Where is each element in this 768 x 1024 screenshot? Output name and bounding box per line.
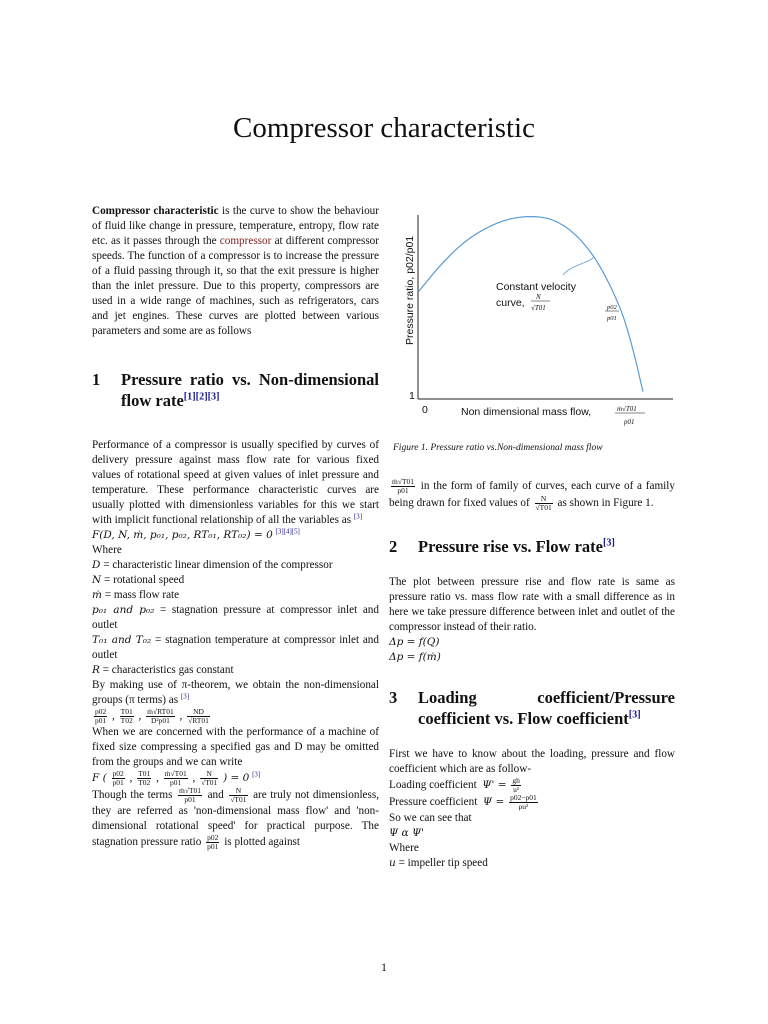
intro-bold: Compressor characteristic bbox=[92, 205, 219, 217]
section-2-heading bbox=[389, 536, 675, 557]
equation-text: Δp = f(ṁ) bbox=[389, 651, 441, 663]
groups-paragraph: When we are concerned with the performance of a machine of fixed size compressing a specified gas and D may be omitted from the groups and we can write bbox=[92, 726, 379, 768]
label-text: Loading coefficient bbox=[389, 779, 477, 792]
section-number: 3 bbox=[389, 688, 398, 707]
equation-text: Ψ α Ψ' bbox=[389, 827, 425, 839]
paragraph-text: in the form of family of curves, each curve of a family being drawn for fixed values of bbox=[389, 480, 675, 510]
paragraph-text: and bbox=[207, 789, 224, 802]
section-3-heading bbox=[389, 687, 675, 729]
symbol: p₀₁ and p₀₂ bbox=[92, 604, 155, 616]
definition-text: = impeller tip speed bbox=[395, 857, 488, 869]
annotation-frac-num: N bbox=[536, 293, 541, 301]
annotation-frac-den: √T01 bbox=[531, 304, 546, 312]
definition-item bbox=[92, 663, 379, 678]
right-intro-paragraph: $\frac{\text{ṁ√T01}}{p01}$ in the form of family of curves, each curve of a family being drawn for fixed values of $\frac{N}{√T01}$ as shown in Figure 1. bbox=[389, 477, 675, 512]
symbol: N bbox=[92, 574, 102, 586]
where-label: Where bbox=[92, 544, 122, 556]
symbol: T₀₁ and T₀₂ bbox=[92, 634, 152, 646]
where-label: Where bbox=[389, 842, 419, 854]
pi-groups: $\frac{p02}{p01}$ , $\frac{T01}{T02}$ , $\frac{\text{ṁ√RT01}}{\text{D²p01}}$ , $\frac{ND}{√RT01}$ bbox=[95, 707, 209, 725]
pi-theorem-paragraph bbox=[92, 678, 379, 708]
citation-link[interactable]: [3] bbox=[180, 692, 190, 701]
paragraph-text: as shown in Figure 1. bbox=[557, 497, 654, 510]
definition-text: = characteristic linear dimension of the compressor bbox=[100, 559, 333, 571]
section-title: Loading coefficient/Pressure coefficient vs. Flow coefficient bbox=[418, 688, 675, 728]
frac-num: p02−p01 bbox=[510, 793, 537, 802]
definition-item bbox=[92, 633, 379, 663]
annotation-leader bbox=[563, 257, 594, 275]
page-title: Compressor characteristic bbox=[233, 112, 535, 144]
ratio-frac-den: p01 bbox=[607, 315, 617, 322]
compressor-link[interactable]: compressor bbox=[219, 235, 272, 247]
symbol: ṁ bbox=[92, 589, 102, 601]
citation-link[interactable]: [1][2][3] bbox=[183, 391, 220, 403]
citation-link[interactable]: [3] bbox=[252, 770, 261, 779]
citation-link[interactable]: [3] bbox=[602, 537, 615, 549]
section-1-heading bbox=[92, 369, 379, 411]
though-paragraph: Though the terms $\frac{\text{ṁ√T01}}{p01}$ and $\frac{N}{√T01}$ are truly not dimensionless, they are referred as 'non-dimensional mass flow' and 'non-dimensional rotational speed' for practical purpose. The stagnation pressure ratio $\frac{p02}{p01}$ is plotted against bbox=[92, 786, 380, 851]
pressure-coefficient bbox=[389, 794, 675, 811]
definition-text: = rotational speed bbox=[101, 574, 185, 586]
intro-text-2: at different compressor speeds. The function of a compressor is to increase the pressure of a fluid passing through it, so that the exit pressure is higher than the inlet pressure. Due to this property, compressors are used in a wide range of machines, such as refrigerators, cars and jet engines. These curves are plotted between various parameters and some are as follows bbox=[92, 235, 379, 337]
definition-text: = stagnation temperature at compressor inlet and outlet bbox=[92, 634, 379, 661]
left-column bbox=[92, 204, 379, 851]
section-number: 1 bbox=[92, 370, 101, 389]
section-2-paragraph: The plot between pressure rise and flow rate is same as pressure ratio vs. mass flow rate with a small difference as in here we take pressure difference between inlet and outlet of the compressor instead of their ratio. bbox=[389, 576, 675, 633]
equation-1 bbox=[92, 528, 379, 543]
citation-link[interactable]: [3][4][5] bbox=[275, 527, 300, 536]
so-text: So we can see that bbox=[389, 812, 472, 824]
label-text: Pressure coefficient bbox=[389, 796, 478, 809]
symbol: R bbox=[92, 664, 100, 676]
equation-pressure-rise-q bbox=[389, 635, 675, 650]
section-number: 2 bbox=[389, 537, 398, 556]
equation-text: Ψ' = bbox=[482, 779, 507, 792]
figure-caption: Figure 1. Pressure ratio vs.Non-dimensional mass flow bbox=[393, 443, 603, 453]
definition-text: = characteristics gas constant bbox=[99, 664, 234, 676]
annotation-line-1: Constant velocity bbox=[496, 281, 576, 293]
definition-list bbox=[92, 558, 379, 678]
equation-text: Δp = f(Q) bbox=[389, 636, 440, 648]
definition-item bbox=[92, 603, 379, 633]
right-column bbox=[389, 478, 675, 871]
equation-pressure-rise-m bbox=[389, 650, 675, 665]
y-origin-tick: 1 bbox=[409, 390, 415, 402]
page-number: 1 bbox=[381, 960, 387, 974]
definition-item bbox=[389, 856, 675, 871]
definition-item bbox=[92, 558, 379, 573]
frac-num: gh bbox=[512, 776, 520, 785]
x-label-frac-num: ṁ√T01 bbox=[617, 405, 637, 413]
definition-item bbox=[92, 573, 379, 588]
paragraph-text: By making use of π-theorem, we obtain the non-dimensional groups (π terms) as bbox=[92, 679, 379, 706]
definition-item bbox=[92, 588, 379, 603]
paragraph-text: Performance of a compressor is usually specified by curves of delivery pressure against mass flow rate for various fixed values of rotational speed at given values of inlet pressure and temperature. These performance characteristic curves are usually plotted with dimensionless variables for this we start with implicit functional relationship of all the variables as bbox=[92, 439, 379, 526]
x-origin-tick: 0 bbox=[422, 404, 428, 416]
intro-paragraph bbox=[92, 204, 379, 339]
definition-text: = mass flow rate bbox=[101, 589, 180, 601]
frac-den: ρu² bbox=[518, 802, 529, 811]
equation-text: Ψ = bbox=[482, 796, 505, 809]
section-1-paragraph bbox=[92, 438, 379, 528]
section-title: Pressure ratio vs. Non-dimensional flow rate bbox=[121, 370, 379, 410]
equation-2: F ( $\frac{p02}{p01}$ , $\frac{T01}{T02}$ , $\frac{\text{ṁ√T01}}{p01}$ , $\frac{N}{√T01}$ ) = 0 [3] bbox=[92, 769, 261, 787]
ratio-frac-num: p02 bbox=[607, 304, 617, 311]
symbol: D bbox=[92, 559, 101, 571]
citation-link[interactable]: [3] bbox=[628, 709, 641, 721]
section-3-paragraph: First we have to know about the loading, pressure and flow coefficient which are as follow- bbox=[389, 748, 675, 775]
citation-link[interactable]: [3] bbox=[353, 512, 363, 521]
equation-text: F(D, N, ṁ, p₀₁, p₀₂, RT₀₁, RT₀₂) = 0 bbox=[92, 529, 273, 541]
y-axis-label: Pressure ratio, p02/p01 bbox=[404, 235, 416, 345]
paragraph-text: Though the terms bbox=[92, 789, 173, 802]
frac-den: u² bbox=[513, 785, 520, 794]
intro-text: is the curve to show the behaviour of fluid like change in pressure, temperature, entropy, flow rate etc. as it passes through the bbox=[92, 205, 380, 247]
paragraph-text: is plotted against bbox=[224, 836, 301, 849]
symbol: u bbox=[389, 857, 396, 869]
x-label-frac-den: p01 bbox=[624, 418, 635, 426]
figure-1 bbox=[393, 205, 683, 435]
section-title: Pressure rise vs. Flow rate bbox=[418, 537, 603, 556]
loading-coefficient bbox=[389, 777, 675, 794]
proportional-equation bbox=[389, 826, 675, 841]
annotation-line-2: curve, bbox=[496, 297, 525, 309]
paragraph-text: are truly not dimensionless, they are referred as 'non-dimensional mass flow' and 'non-dimensional rotational speed' for practical purpose. The stagnation pressure ratio bbox=[92, 789, 380, 849]
pressure-ratio-chart bbox=[393, 205, 683, 435]
definition-text: = stagnation pressure at compressor inlet and outlet bbox=[92, 604, 379, 631]
x-axis-label: Non dimensional mass flow, bbox=[461, 406, 592, 418]
